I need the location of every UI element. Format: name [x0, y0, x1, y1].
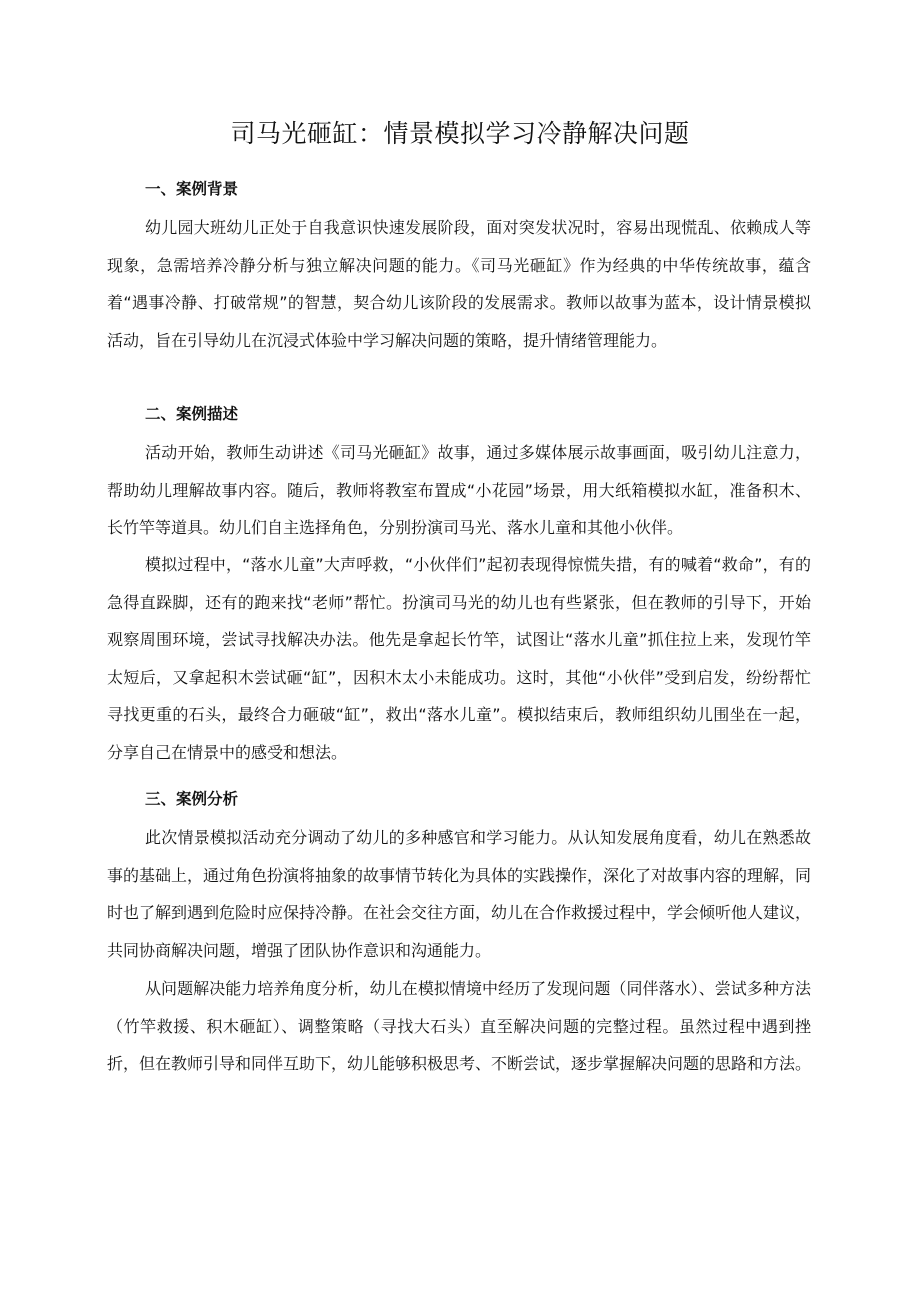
paragraph-description-1: 活动开始，教师生动讲述《司马光砸缸》故事，通过多媒体展示故事画面，吸引幼儿注意力，帮助幼儿理解故事内容。随后，教师将教室布置成“小花园”场景，用大纸箱模拟水缸，准备积木、长竹竿等道具。幼儿们自主选择角色，分别扮演司马光、落水儿童和其他小伙伴。	[107, 443, 811, 537]
paragraph-analysis-2: 从问题解决能力培养角度分析，幼儿在模拟情境中经历了发现问题（同伴落水）、尝试多种方法（竹竿救援、积木砸缸）、调整策略（寻找大石头）直至解决问题的完整过程。虽然过程中遇到挫折，但在教师引导和同伴互助下，幼儿能够积极思考、不断尝试，逐步掌握解决问题的思路和方法。	[107, 979, 812, 1073]
paragraph-background: 幼儿园大班幼儿正处于自我意识快速发展阶段，面对突发状况时，容易出现慌乱、依赖成人等现象，急需培养冷静分析与独立解决问题的能力。《司马光砸缸》作为经典的中华传统故事，蕴含着“遇事冷静、打破常规”的智慧，契合幼儿该阶段的发展需求。教师以故事为蓝本，设计情景模拟活动，旨在引导幼儿在沉浸式体验中学习解决问题的策略，提升情绪管理能力。	[107, 218, 811, 350]
section-heading-analysis: 三、案例分析	[145, 790, 239, 808]
paragraph-description-2: 模拟过程中，“落水儿童”大声呼救，“小伙伴们”起初表现得惊慌失措，有的喊着“救命”，有的急得直跺脚，还有的跑来找“老师”帮忙。扮演司马光的幼儿也有些紧张，但在教师的引导下，开始观察周围环境，尝试寻找解决办法。他先是拿起长竹竿，试图让“落水儿童”抓住拉上来，发现竹竿太短后，又拿起积木尝试砸“缸”，因积木太小未能成功。这时，其他“小伙伴”受到启发，纷纷帮忙寻找更重的石头，最终合力砸破“缸”，救出“落水儿童”。模拟结束后，教师组织幼儿围坐在一起，分享自己在情景中的感受和想法。	[107, 555, 811, 762]
document-title: 司马光砸缸：情景模拟学习冷静解决问题	[230, 119, 690, 148]
section-heading-background: 一、案例背景	[145, 180, 239, 198]
paragraph-analysis-1: 此次情景模拟活动充分调动了幼儿的多种感官和学习能力。从认知发展角度看，幼儿在熟悉故事的基础上，通过角色扮演将抽象的故事情节转化为具体的实践操作，深化了对故事内容的理解，同时也了解到遇到危险时应保持冷静。在社会交往方面，幼儿在合作救援过程中，学会倾听他人建议，共同协商解决问题，增强了团队协作意识和沟通能力。	[107, 828, 812, 960]
section-heading-description: 二、案例描述	[145, 405, 239, 423]
